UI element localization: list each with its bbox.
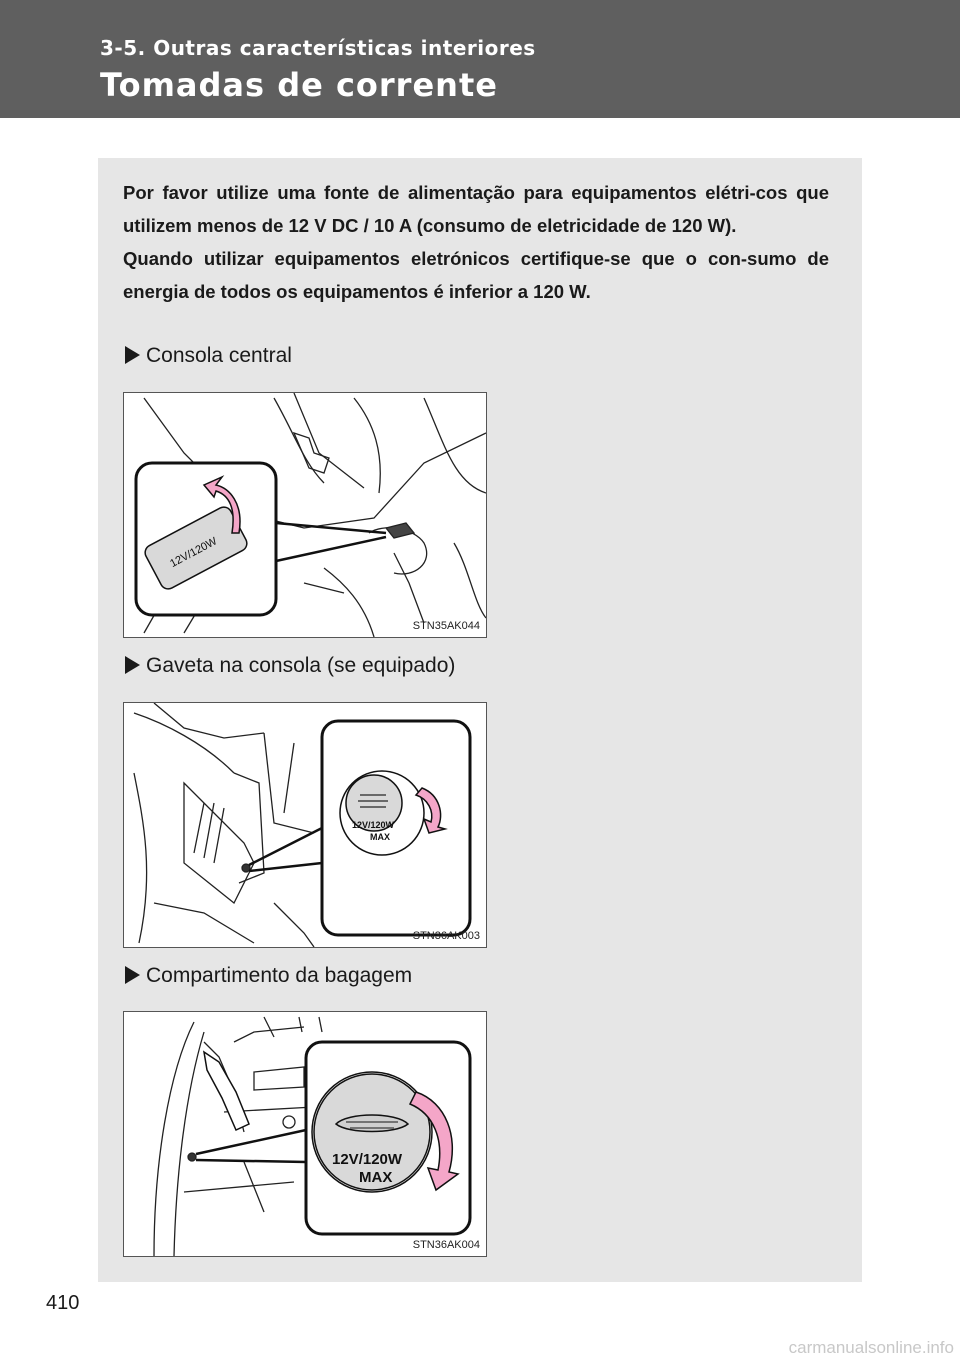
figure-luggage-compartment (123, 1011, 487, 1257)
cap-label-bottom: MAX (359, 1169, 393, 1186)
section-label: 3-5. Outras características interiores (100, 36, 536, 60)
page-header (0, 0, 960, 118)
item-center-console (125, 344, 292, 368)
item-label: Consola central (146, 344, 292, 367)
figure-code: STN35AK044 (412, 620, 480, 632)
cap-label: 12V/120W (168, 535, 220, 571)
triangle-bullet-icon (125, 656, 140, 674)
intro-paragraph-1: Por favor utilize uma fonte de alimentação para equipamentos elétri-cos que utilizem menos de 12 V DC / 10 A (consumo de eletricidade de 120 W). (123, 182, 829, 236)
intro-paragraph-2: Quando utilizar equipamentos eletrónicos certifique-se que o con-sumo de energia de todos os equipamentos é inferior a 120 W. (123, 248, 829, 302)
cap-label-bottom: MAX (370, 832, 390, 842)
luggage-compartment-illustration (124, 1012, 486, 1256)
triangle-bullet-icon (125, 346, 140, 364)
item-luggage-compartment (125, 964, 412, 988)
figure-center-console (123, 392, 487, 638)
console-drawer-illustration (124, 703, 486, 947)
intro-text (123, 176, 829, 308)
figure-console-drawer (123, 702, 487, 948)
page-number: 410 (46, 1292, 80, 1314)
center-console-illustration (124, 393, 486, 637)
cap-label-top: 12V/120W (332, 1151, 403, 1168)
item-console-drawer (125, 654, 455, 678)
item-label: Gaveta na consola (se equipado) (146, 654, 456, 677)
item-label: Compartimento da bagagem (146, 964, 413, 987)
watermark-footer: carmanualsonline.info (788, 1338, 954, 1357)
cap-label-top: 12V/120W (352, 820, 395, 830)
figure-code: STN36AK004 (412, 1239, 480, 1251)
figure-code: STN36AK003 (412, 930, 480, 942)
page-title: Tomadas de corrente (100, 66, 498, 104)
triangle-bullet-icon (125, 966, 140, 984)
